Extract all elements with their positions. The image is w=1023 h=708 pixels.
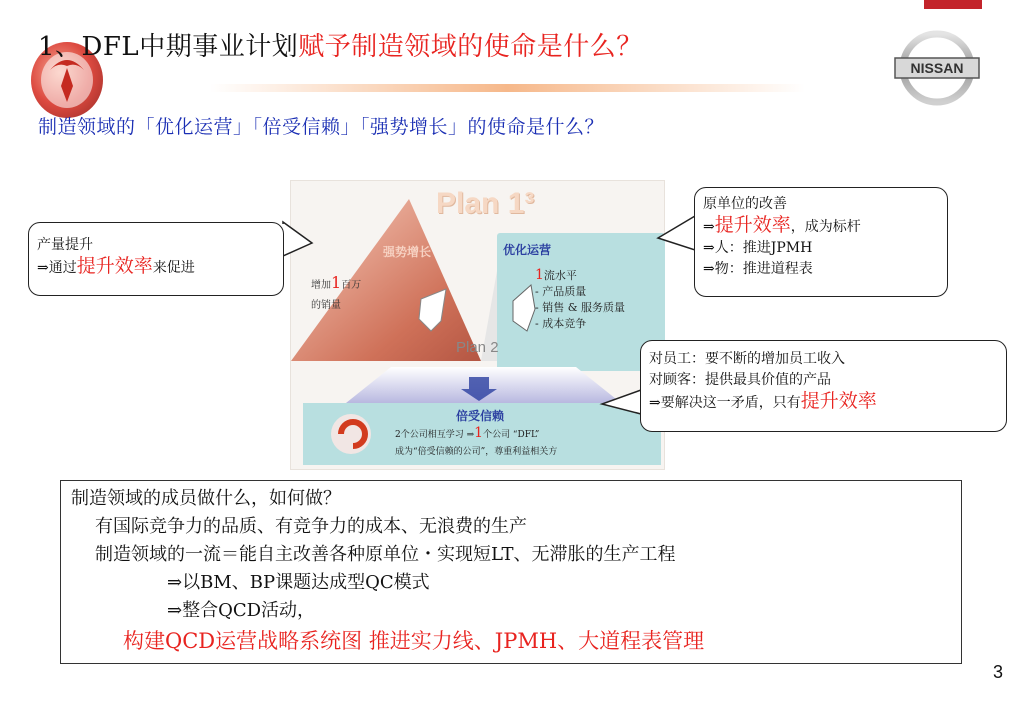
increase-number: 1 xyxy=(331,273,342,292)
manufacturing-action-box xyxy=(60,480,962,664)
callout-rm-prefix: ⇒要解决这一矛盾，只有 xyxy=(649,395,801,411)
plan-2-label: Plan 2 xyxy=(456,339,499,356)
bullet-cost: - 成本竞争 xyxy=(535,317,587,330)
callout-left-red: 提升效率 xyxy=(76,255,153,277)
callout-rt-line2 xyxy=(703,215,939,238)
bullet-quality: - 产品质量 xyxy=(535,285,587,298)
trust-line1-suffix: 个公司 “DFL” xyxy=(483,430,540,440)
callout-rm-line3 xyxy=(649,391,998,414)
trust-number: 1 xyxy=(474,425,484,441)
callout-rt-line1: 原单位的改善 xyxy=(703,196,787,212)
bottom-line5: ⇒整合QCD活动， xyxy=(167,600,316,621)
increase-prefix: 增加 xyxy=(311,280,331,291)
trust-line2: 成为“倍受信赖的公司”，尊重利益相关方 xyxy=(395,447,558,457)
page-subtitle: 制造领域的「优化运营」「倍受信赖」「强势增长」的使命是什么？ xyxy=(38,116,605,138)
callout-rm-line2: 对顾客：提供最具价值的产品 xyxy=(649,372,831,388)
callout-rt-line3: ⇒人：推进JPMH xyxy=(703,240,813,256)
callout-rt-suffix: ，成为标杆 xyxy=(790,219,861,235)
increase-suffix: 百万 xyxy=(341,280,362,291)
bottom-line1: 制造领域的成员做什么，如何做？ xyxy=(71,488,341,509)
trust-title: 倍受信赖 xyxy=(456,409,505,423)
callout-rm-red: 提升效率 xyxy=(800,390,877,412)
bottom-line3: 制造领域的一流＝能自主改善各种原单位・实现短LT、无滞胀的生产工程 xyxy=(95,544,676,565)
bottom-line4: ⇒以BM、BP课题达成型QC模式 xyxy=(167,572,430,593)
bullet-service: - 销售 & 服务质量 xyxy=(535,301,625,314)
callout-left-prefix: ⇒通过 xyxy=(37,260,77,276)
title-black-part: 1、DFL中期事业计划 xyxy=(38,32,299,62)
callout-rt-red: 提升效率 xyxy=(714,214,791,236)
bottom-line2: 有国际竞争力的品质、有竞争力的成本、无浪费的生产 xyxy=(95,516,527,537)
page-number: 3 xyxy=(992,662,1003,682)
level-number: 1 xyxy=(535,267,544,283)
strong-growth-label: 强势增长 xyxy=(383,245,432,259)
bottom-line6: 构建QCD运营战略系统图 推进实力线、JPMH、大道程表管理 xyxy=(123,629,705,653)
increase-line2: 的销量 xyxy=(311,300,341,311)
level-text: 流水平 xyxy=(543,269,577,282)
callout-employee-customer xyxy=(640,340,1007,432)
optimize-ops-title: 优化运营 xyxy=(503,243,552,257)
callout-left-suffix: 来促进 xyxy=(152,260,195,276)
trust-line1-prefix: 2个公司相互学习 ⇒ xyxy=(395,430,475,440)
callout-rt-line4: ⇒物：推进道程表 xyxy=(703,261,813,277)
title-red-part: 赋予制造领域的使命是什么？ xyxy=(298,32,643,62)
plan-1-label: Plan 1³ xyxy=(436,187,535,220)
callout-unit-improvement xyxy=(694,187,948,297)
callout-left-line2 xyxy=(37,256,275,279)
callout-rm-line1: 对员工：要不断的增加员工收入 xyxy=(649,351,845,367)
nissan-logo-text: NISSAN xyxy=(910,60,964,76)
callout-production-increase xyxy=(28,222,284,296)
callout-left-line1: 产量提升 xyxy=(37,237,93,253)
callout-rt-prefix: ⇒ xyxy=(703,219,715,235)
